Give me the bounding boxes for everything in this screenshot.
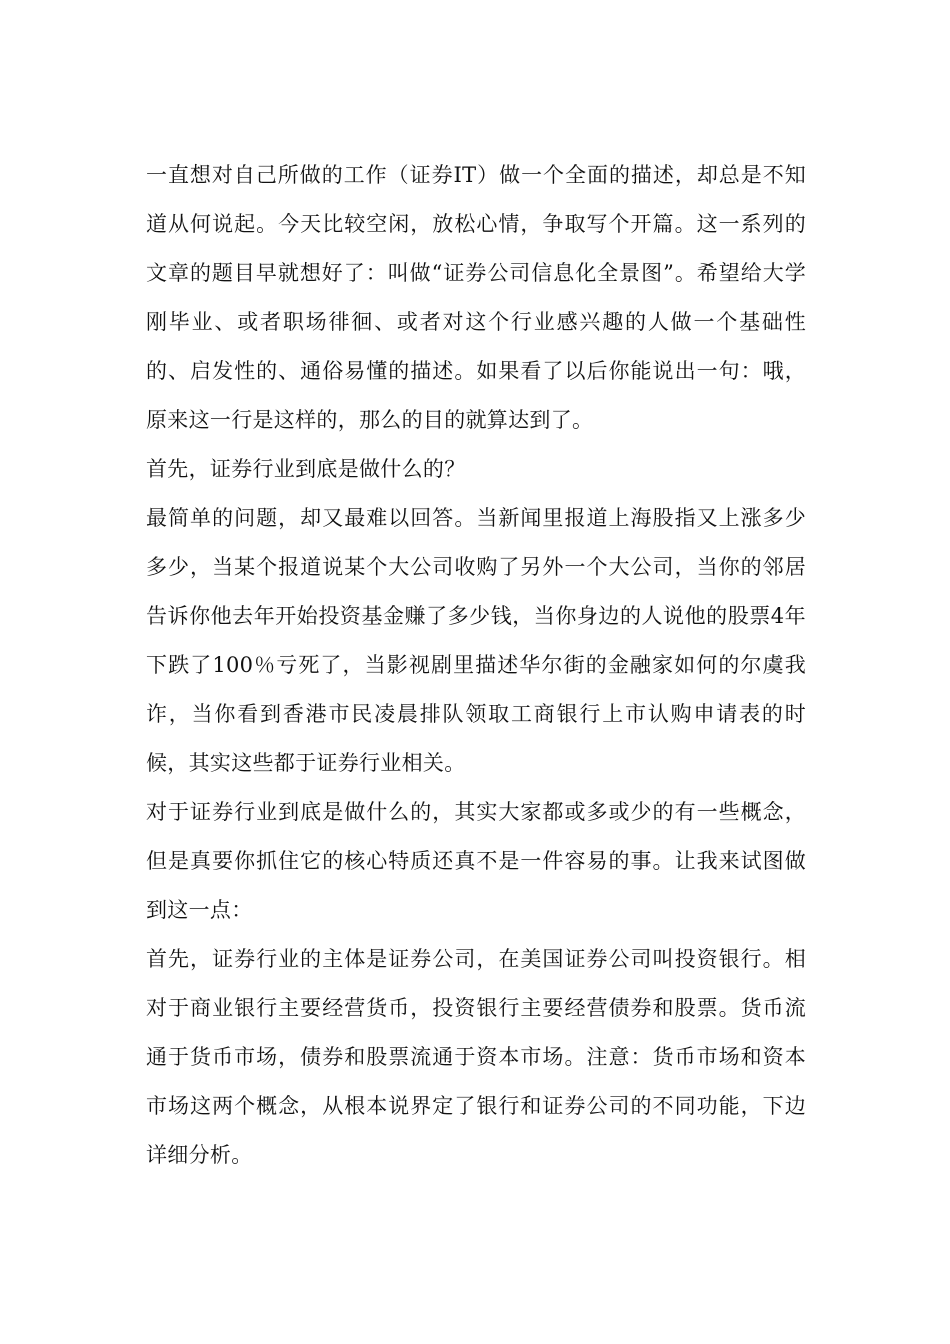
paragraph-concept: 对于证券行业到底是做什么的，其实大家都或多或少的有一些概念，但是真要你抓住它的核心特质还真不是一件容易的事。让我来试图做到这一点： xyxy=(146,800,806,922)
paragraph-examples: 最简单的问题，却又最难以回答。当新闻里报道上海股指又上涨多少多少，当某个报道说某个大公司收购了另外一个大公司，当你的邻居告诉你他去年开始投资基金赚了多少钱，当你身边的人说他的股票4年下跌了100％亏死了，当影视剧里描述华尔街的金融家如何的尔虞我诈，当你看到香港市民凌晨排队领取工商银行上市认购申请表的时候，其实这些都于证券行业相关。 xyxy=(146,506,806,775)
paragraph-securities-firms: 首先，证券行业的主体是证券公司，在美国证券公司叫投资银行。相对于商业银行主要经营货币，投资银行主要经营债券和股票。货币流通于货币市场，债券和股票流通于资本市场。注意：货币市场和资本市场这两个概念，从根本说界定了银行和证券公司的不同功能，下边详细分析。 xyxy=(146,947,806,1167)
paragraph-intro: 一直想对自己所做的工作（证券IT）做一个全面的描述，却总是不知道从何说起。今天比较空闲，放松心情，争取写个开篇。这一系列的文章的题目早就想好了：叫做“证券公司信息化全景图”。希望给大学刚毕业、或者职场徘徊、或者对这个行业感兴趣的人做一个基础性的、启发性的、通俗易懂的描述。如果看了以后你能说出一句：哦，原来这一行是这样的，那么的目的就算达到了。 xyxy=(146,163,806,432)
document-body xyxy=(146,151,806,1180)
paragraph-question: 首先，证券行业到底是做什么的？ xyxy=(146,457,466,481)
